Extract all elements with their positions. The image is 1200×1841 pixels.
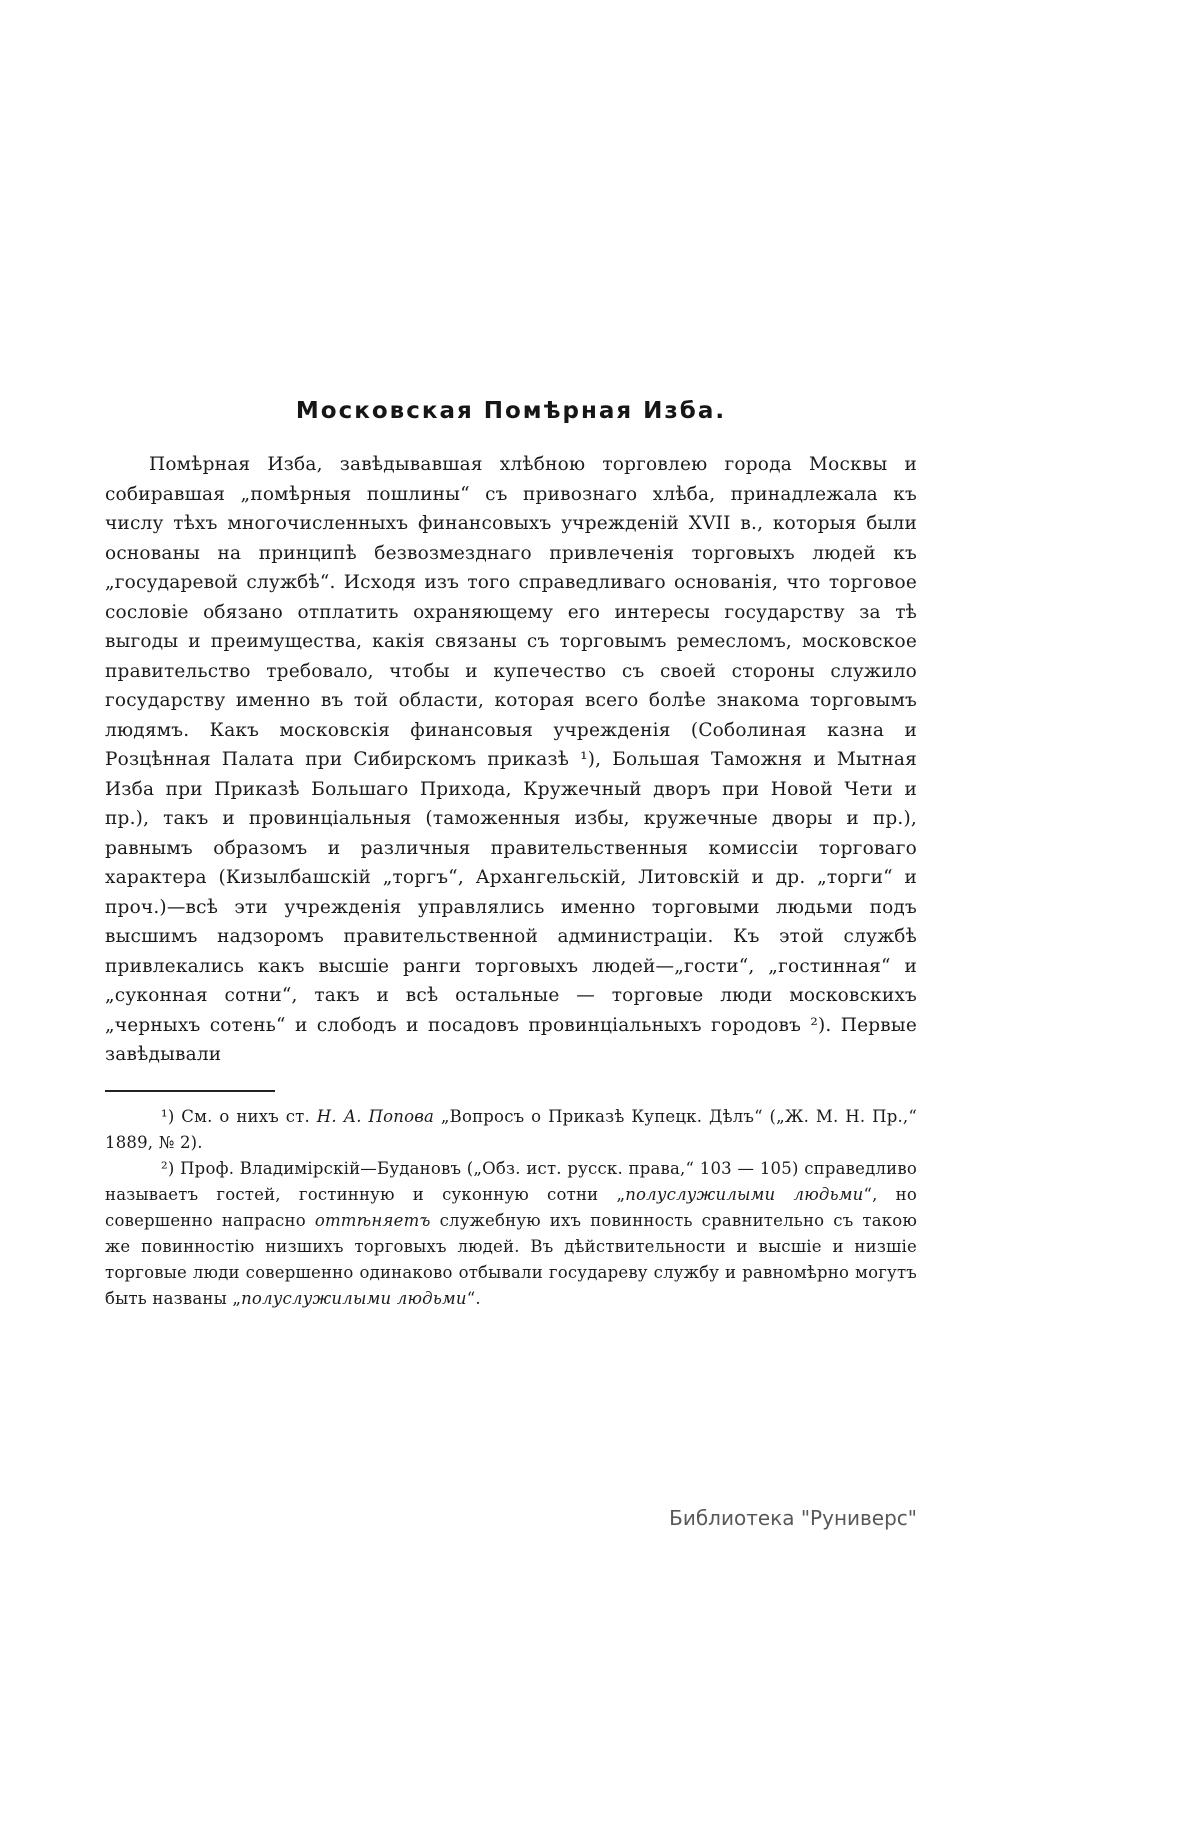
- footnote-2-italic-term: полуслужилыми людьми: [625, 1184, 864, 1204]
- footnote-2: [105, 1156, 917, 1312]
- footnote-1-citation-text: „Вопросъ о Приказѣ Купецк. Дѣлъ“ („Ж. М. Н. Пр.,“ 1889, № 2).: [105, 1106, 917, 1152]
- footnote-1-author-name: Н. А. Попова: [316, 1106, 435, 1126]
- chapter-title: Московская Помѣрная Изба.: [295, 398, 727, 424]
- footnote-1: [105, 1104, 917, 1156]
- footnote-1-lead-text: ¹) См. о нихъ ст.: [161, 1106, 317, 1126]
- footnote-2-text-segment: “.: [466, 1288, 481, 1308]
- footnote-2-italic-term: полуслужилыми людьми: [241, 1288, 467, 1308]
- footnotes-section: [105, 1104, 917, 1312]
- body-paragraph: Помѣрная Изба, завѣдывавшая хлѣбною торговлею города Москвы и собиравшая „помѣрныя пошлины“ съ привознаго хлѣба, принадлежала къ числу тѣхъ многочисленныхъ финансовыхъ учрежденій XVII в., которыя были основаны на принципѣ безвозмезднаго привлеченія торговыхъ людей къ „государевой службѣ“. Исходя изъ того справедливаго основанія, что торговое сословіе обязано отплатить охраняющему его интересы государству за тѣ выгоды и преимущества, какія связаны съ торговымъ ремесломъ, московское правительство требовало, чтобы и купечество съ своей стороны служило государству именно въ той области, которая всего болѣе знакома торговымъ людямъ. Какъ московскія финансовыя учрежденія (Соболиная казна и Розцѣнная Палата при Сибирскомъ приказѣ ¹), Большая Таможня и Мытная Изба при Приказѣ Большаго Прихода, Кружечный дворъ при Новой Чети и пр.), такъ и провинціальныя (таможенныя избы, кружечные дворы и пр.), равнымъ образомъ и различныя правительственныя комиссіи торговаго характера (Кизылбашскій „торгъ“, Архангельскій, Литовскій и др. „торги“ и проч.)—всѣ эти учрежденія управлялись именно торговыми людьми подъ высшимъ надзоромъ правительственной администраціи. Къ этой службѣ привлекались какъ высшіе ранги торговыхъ людей—„гости“, „гостинная“ и „суконная сотни“, такъ и всѣ остальные — торговые люди московскихъ „черныхъ сотень“ и слободъ и посадовъ провинціальныхъ городовъ ²). Первые завѣдывали: [105, 454, 917, 1065]
- text-column: [105, 398, 917, 1312]
- footnote-2-text-segment: “, но совершенно напрасно: [105, 1184, 917, 1230]
- footnote-separator: [105, 1090, 275, 1092]
- library-watermark: Библиотека "Руниверс": [669, 1506, 917, 1530]
- footnote-2-italic-verb: оттѣняетъ: [314, 1210, 431, 1230]
- footnote-2-text-segment: ²) Проф. Владимірскій—Будановъ („Обз. ист. русск. права,“ 103 — 105) справедливо называетъ гостей, гостинную и суконную сотни „: [105, 1158, 917, 1204]
- footnote-2-text-segment: служебную ихъ повинность сравнительно съ такою же повинностію низшихъ торговыхъ людей. Въ дѣйствительности и высшіе и низшіе торговые люди совершенно одинаково отбывали государеву службу и равномѣрно могутъ быть названы „: [105, 1210, 918, 1308]
